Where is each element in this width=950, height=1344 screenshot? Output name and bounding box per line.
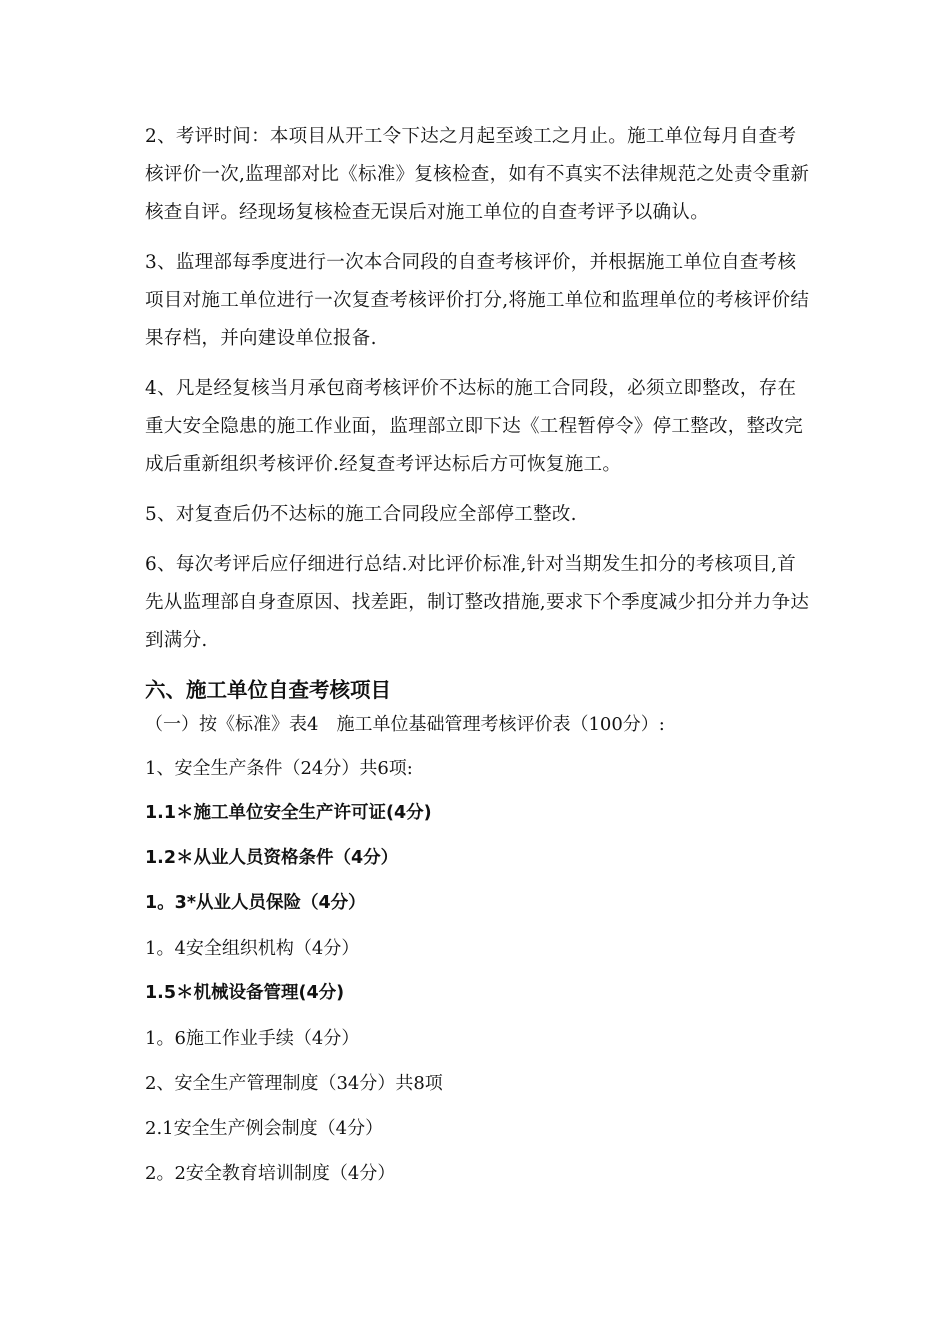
list-item-license: 1.1＊施工单位安全生产许可证(4分)	[145, 803, 432, 823]
paragraph-evaluation-time: 2、考评时间：本项目从开工令下达之月起至竣工之月止。施工单位每月自查考核评价一次,监理部对比《标准》复核检查，如有不真实不法律规范之处责令重新核查自评。经现场复核检查无误后对施工单位的自查考评予以确认。	[145, 126, 810, 223]
list-item-procedures: 1。6施工作业手续（4分）	[145, 1028, 360, 1049]
paragraph-summary: 6、每次考评后应仔细进行总结.对比评价标准,针对当期发生扣分的考核项目,首先从监理部自身查原因、找差距，制订整改措施,要求下个季度减少扣分并力争达到满分.	[145, 554, 810, 651]
list-item-organization: 1。4安全组织机构（4分）	[145, 938, 360, 959]
list-item-insurance: 1。3*从业人员保险（4分）	[145, 893, 366, 913]
list-item-management-system: 2、安全生产管理制度（34分）共8项	[145, 1073, 443, 1094]
paragraph-rectification: 4、凡是经复核当月承包商考核评价不达标的施工合同段，必须立即整改，存在重大安全隐患的施工作业面，监理部立即下达《工程暂停令》停工整改，整改完成后重新组织考核评价.经复查考评达标后方可恢复施工。	[145, 378, 804, 475]
list-item-qualification: 1.2＊从业人员资格条件（4分）	[145, 848, 399, 868]
list-item-table-4: （一）按《标准》表4 施工单位基础管理考核评价表（100分）:	[145, 714, 665, 735]
paragraph-quarterly-evaluation: 3、监理部每季度进行一次本合同段的自查考核评价，并根据施工单位自查考核项目对施工单位进行一次复查考核评价打分,将施工单位和监理单位的考核评价结果存档，并向建设单位报备.	[145, 252, 810, 349]
list-item-training-system: 2。2安全教育培训制度（4分）	[145, 1163, 396, 1184]
section-heading: 六、施工单位自查考核项目	[145, 678, 391, 702]
document-body	[145, 118, 810, 1196]
list-item-safety-conditions: 1、安全生产条件（24分）共6项:	[145, 758, 413, 779]
list-item-equipment: 1.5＊机械设备管理(4分)	[145, 983, 345, 1003]
list-item-meeting-system: 2.1安全生产例会制度（4分）	[145, 1118, 384, 1139]
paragraph-stop-work: 5、对复查后仍不达标的施工合同段应全部停工整改.	[145, 504, 577, 525]
